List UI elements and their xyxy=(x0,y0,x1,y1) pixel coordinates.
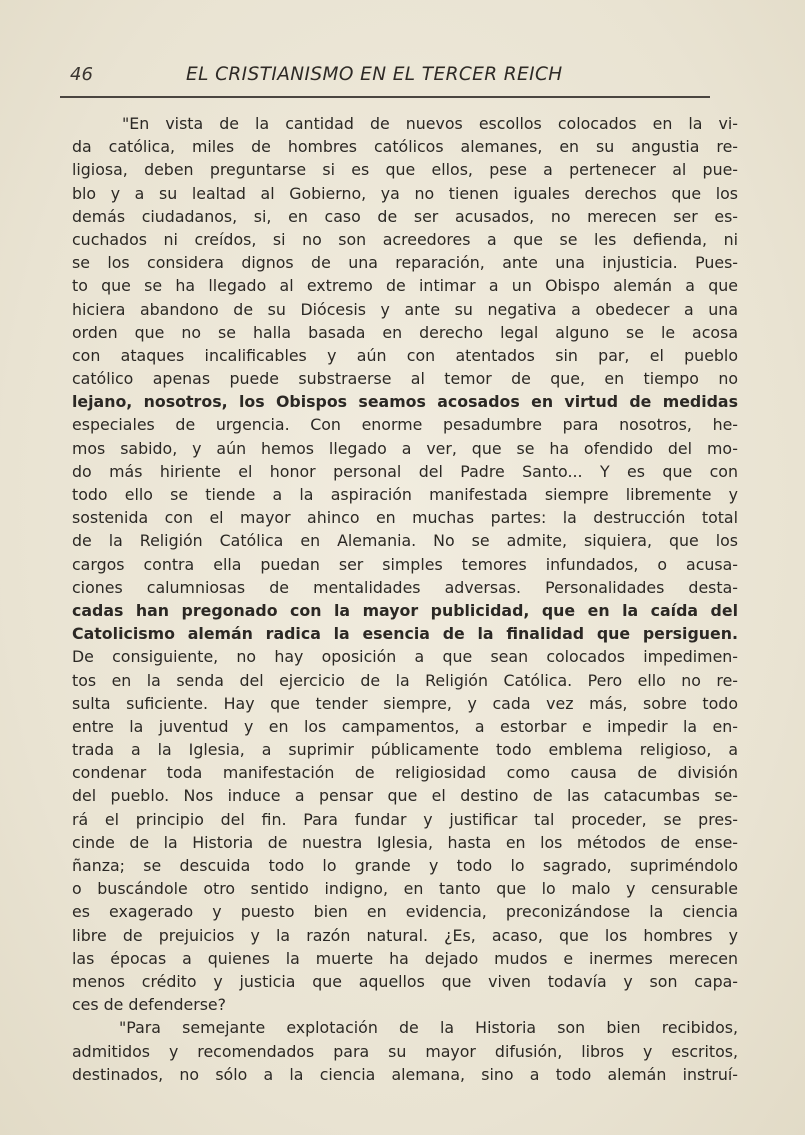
text-line: se los considera dignos de una reparación, ante una injusticia. Pues- xyxy=(72,253,738,273)
text-line: de la Religión Católica en Alemania. No se admite, siquiera, que los xyxy=(72,531,738,551)
text-line: sostenida con el mayor ahinco en muchas partes: la destrucción total xyxy=(72,508,738,528)
text-line: lejano, nosotros, los Obispos seamos acosados en virtud de medidas xyxy=(72,392,738,412)
text-line: do más hiriente el honor personal del Padre Santo... Y es que con xyxy=(72,461,738,481)
text-line: demás ciudadanos, si, en caso de ser acusados, no merecen ser es- xyxy=(72,206,738,226)
text-line: ciones calumniosas de mentalidades adversas. Personalidades desta- xyxy=(72,577,738,597)
text-line: las épocas a quienes la muerte ha dejado mudos e inermes merecen xyxy=(72,948,738,968)
running-title: EL CRISTIANISMO EN EL TERCER REICH xyxy=(186,64,563,85)
text-line: condenar toda manifestación de religiosidad como causa de división xyxy=(72,763,738,783)
text-line: "Para semejante explotación de la Historia son bien recibidos, xyxy=(119,1018,738,1038)
text-line: cadas han pregonado con la mayor publicidad, que en la caída del xyxy=(72,600,738,620)
text-line: del pueblo. Nos induce a pensar que el destino de las catacumbas se- xyxy=(72,786,738,806)
text-line: cinde de la Historia de nuestra Iglesia, hasta en los métodos de ense- xyxy=(72,832,738,852)
text-line: cargos contra ella puedan ser simples temores infundados, o acusa- xyxy=(72,554,738,574)
text-line: cuchados ni creídos, si no son acreedores a que se les defienda, ni xyxy=(72,229,738,249)
page-header xyxy=(62,58,710,92)
text-line: entre la juventud y en los campamentos, a estorbar e impedir la en- xyxy=(72,716,738,736)
text-line: hiciera abandono de su Diócesis y ante su negativa a obedecer a una xyxy=(72,299,738,319)
text-line: da católica, miles de hombres católicos alemanes, en su angustia re- xyxy=(72,137,738,157)
text-line: ñanza; se descuida todo lo grande y todo lo sagrado, supriméndolo xyxy=(72,856,738,875)
text-line: orden que no se halla basada en derecho legal alguno se le acosa xyxy=(72,322,738,342)
text-line: admitidos y recomendados para su mayor difusión, libros y escritos, xyxy=(72,1041,738,1061)
text-line: tos en la senda del ejercicio de la Religión Católica. Pero ello no re- xyxy=(72,670,738,690)
text-line: trada a la Iglesia, a suprimir públicamente todo emblema religioso, a xyxy=(72,740,738,760)
text-line: todo ello se tiende a la aspiración manifestada siempre libremente y xyxy=(72,485,738,504)
text-line: mos sabido, y aún hemos llegado a ver, que se ha ofendido del mo- xyxy=(72,438,738,458)
paragraph-1 xyxy=(72,112,738,1016)
text-line: to que se ha llegado al extremo de intimar a un Obispo alemán a que xyxy=(72,276,738,296)
text-line: destinados, no sólo a la ciencia alemana, sino a todo alemán instruí- xyxy=(72,1064,738,1084)
text-line: ces de defenderse? xyxy=(72,995,227,1015)
paragraph-2 xyxy=(72,1016,738,1086)
text-line: católico apenas puede substraerse al temor de que, en tiempo no xyxy=(72,369,738,389)
text-line: Catolicismo alemán radica la esencia de la finalidad que persiguen. xyxy=(72,624,738,644)
header-divider xyxy=(60,96,710,98)
text-line: blo y a su lealtad al Gobierno, ya no tienen iguales derechos que los xyxy=(72,183,738,203)
page-number: 46 xyxy=(70,64,93,85)
text-line: especiales de urgencia. Con enorme pesadumbre para nosotros, he- xyxy=(72,415,738,435)
text-line: ligiosa, deben preguntarse si es que ellos, pese a pertenecer al pue- xyxy=(72,160,738,180)
text-line: rá el principio del fin. Para fundar y justificar tal proceder, se pres- xyxy=(72,809,738,829)
text-line: con ataques incalificables y aún con atentados sin par, el pueblo xyxy=(72,345,738,365)
text-line: "En vista de la cantidad de nuevos escollos colocados en la vi- xyxy=(122,114,738,133)
body-text xyxy=(72,112,738,1086)
text-line: libre de prejuicios y la razón natural. ¿Es, acaso, que los hombres y xyxy=(72,925,738,945)
text-line: o buscándole otro sentido indigno, en tanto que lo malo y censurable xyxy=(72,879,738,899)
text-line: De consiguiente, no hay oposición a que sean colocados impedimen- xyxy=(72,647,738,667)
text-line: menos crédito y justicia que aquellos que viven todavía y son capa- xyxy=(72,971,738,991)
text-line: sulta suficiente. Hay que tender siempre, y cada vez más, sobre todo xyxy=(72,693,738,713)
text-line: es exagerado y puesto bien en evidencia, preconizándose la ciencia xyxy=(72,902,738,922)
